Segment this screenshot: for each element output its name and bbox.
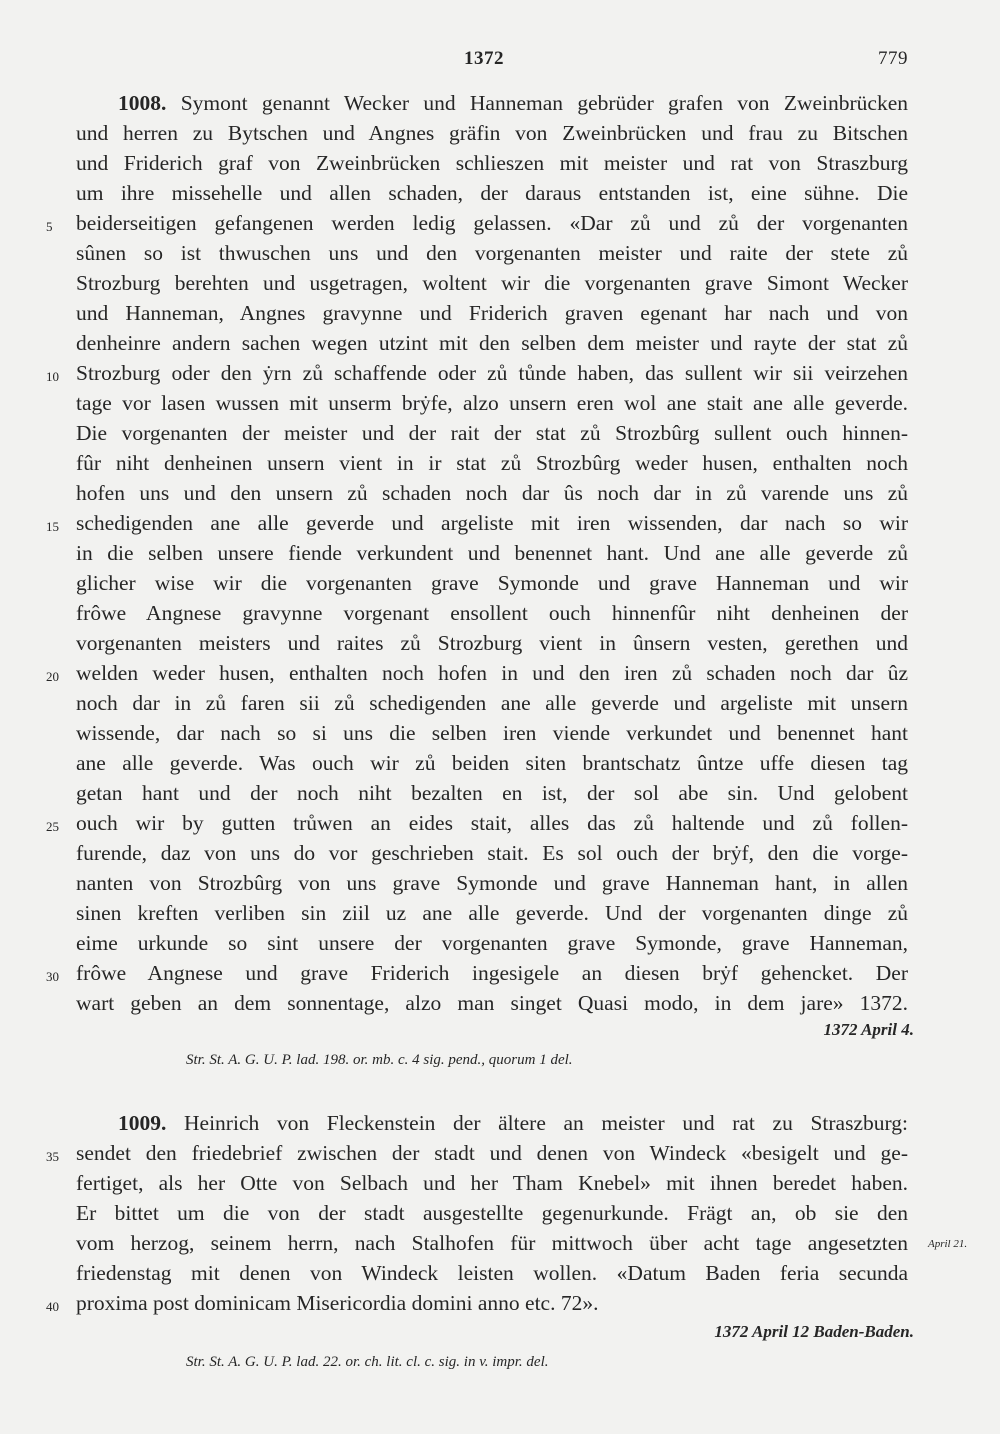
entry-1008-line-25: ouch wir by gutten trůwen an eides stait, alles das zů haltende und zů follen- (76, 811, 908, 835)
line-number-40: 40 (46, 1299, 59, 1314)
entry-1008-line-2: und herren zu Bytschen und Angnes gräfin von Zweinbrücken und frau zu Bitschen (76, 121, 908, 145)
entry-1008-line-10: Strozburg oder den ẏrn zů schaffende oder zů tůnde haben, das sullent wir sii veirzehen (76, 361, 908, 385)
entry-1008-line-4: um ihre missehelle und allen schaden, der daraus entstanden ist, eine sühne. Die (76, 181, 908, 205)
entry-1008-line-3: und Friderich graf von Zweinbrücken schlieszen mit meister und rat von Straszburg (76, 151, 908, 175)
entry-1009-line-3: fertiget, als her Otte von Selbach und her Tham Knebel» mit ihnen beredet haben. (76, 1171, 908, 1195)
page-number: 779 (878, 48, 908, 69)
entry-1008-line-9: denheinre andern sachen wegen utzint mit den selben dem meister und rayte der stat zů (76, 331, 908, 355)
line-number-25: 25 (46, 819, 59, 834)
running-head-year: 1372 (464, 48, 504, 69)
line-number-35: 35 (46, 1149, 59, 1164)
entry-1008-source: Str. St. A. G. U. P. lad. 198. or. mb. c. 4 sig. pend., quorum 1 del. (186, 1052, 573, 1068)
entry-1008-line-26: furende, daz von uns do vor geschrieben stait. Es sol ouch der brẏf, den die vorge- (76, 841, 908, 865)
entry-1008-line-19: vorgenanten meisters und raites zů Strozburg vient in ûnsern vesten, gerethen und (76, 631, 908, 655)
entry-1008-line-23: ane alle geverde. Was ouch wir zů beiden siten brantschatz ûntze uffe diesen tag (76, 751, 908, 775)
entry-1008-line-1: 1008. Symont genannt Wecker und Hanneman gebrüder grafen von Zweinbrücken (118, 91, 909, 115)
line-number-15: 15 (46, 519, 59, 534)
entry-1008-line-24: getan hant und der noch niht bezalten en ist, der sol abe sin. Und gelobent (76, 781, 908, 805)
entry-1008-line-22: wissende, dar nach so si uns die selben iren viende verkundet und benennet hant (76, 721, 908, 745)
entry-1009-number: 1009. (118, 1111, 167, 1135)
entry-1009-line-7: proxima post dominicam Misericordia domini anno etc. 72». (76, 1291, 599, 1315)
entry-1008-line-27: nanten von Strozbûrg von uns grave Symonde und grave Hanneman hant, in allen (76, 871, 908, 895)
entry-1008-line-8: und Hanneman, Angnes gravynne und Friderich graven egenant har nach und von (76, 301, 908, 325)
margin-date-note: April 21. (928, 1238, 968, 1250)
entry-1009-line-6: friedenstag mit denen von Windeck leisten wollen. «Datum Baden feria secunda (76, 1261, 908, 1285)
entry-1008-line-15: schedigenden ane alle geverde und argeliste mit iren wissenden, dar nach so wir (76, 511, 908, 535)
entry-1009-line-1: 1009. Heinrich von Fleckenstein der ältere an meister und rat zu Straszburg: (118, 1111, 909, 1135)
line-number-30: 30 (46, 969, 59, 984)
entry-1008-line-12: Die vorgenanten der meister und der rait der stat zů Strozbûrg sullent ouch hinnen- (76, 421, 908, 445)
line-number-20: 20 (46, 669, 59, 684)
entry-1009-line-5: vom herzog, seinem herrn, nach Stalhofen für mittwoch über acht tage angesetzten (76, 1231, 908, 1255)
line-number-10: 10 (46, 369, 59, 384)
entry-1008-line-6: sûnen so ist thwuschen uns und den vorgenanten meister und raite der stete zů (76, 241, 908, 265)
entry-1008-line-21: noch dar in zů faren sii zů schedigenden ane alle geverde und argeliste mit unsern (76, 691, 908, 715)
entry-1008-line-28: sinen kreften verliben sin ziil uz ane alle geverde. Und der vorgenanten dinge zů (76, 901, 908, 925)
entry-1008-line-17: glicher wise wir die vorgenanten grave Symonde und grave Hanneman und wir (76, 571, 908, 595)
entry-1009-source: Str. St. A. G. U. P. lad. 22. or. ch. lit. cl. c. sig. in v. impr. del. (186, 1354, 549, 1370)
entry-1008-line-13: fûr niht denheinen unsern vient in ir stat zů Strozbûrg weder husen, enthalten noch (76, 451, 908, 475)
entry-1008-line-11: tage vor lasen wussen mit unserm brẏfe, alzo unsern eren wol ane stait ane alle geverde. (76, 391, 908, 415)
entry-1008-line-29: eime urkunde so sint unsere der vorgenanten grave Symonde, grave Hanneman, (76, 931, 908, 955)
entry-1009-date: 1372 April 12 Baden-Baden. (714, 1322, 914, 1341)
entry-1009-line-4: Er bittet um die von der stadt ausgestellte gegenurkunde. Frägt an, ob sie den (76, 1201, 908, 1225)
entry-1008-line-18: frôwe Angnese gravynne vorgenant ensollent ouch hinnenfûr niht denheinen der (76, 601, 908, 625)
entry-1008-line-14: hofen uns und den unsern zů schaden noch dar ûs noch dar in zů varende uns zů (76, 481, 908, 505)
entry-1008-line-5: beiderseitigen gefangenen werden ledig gelassen. «Dar zů und zů der vorgenanten (76, 211, 908, 235)
entry-1008-number: 1008. (118, 91, 167, 115)
entry-1008-date: 1372 April 4. (823, 1020, 914, 1039)
entry-1008-line-20: welden weder husen, enthalten noch hofen in und den iren zů schaden noch dar ûz (76, 661, 908, 685)
entry-1008-line-30: frôwe Angnese und grave Friderich ingesigele an diesen brẏf gehencket. Der (76, 961, 908, 985)
line-number-5: 5 (46, 219, 53, 234)
entry-1008-line-16: in die selben unsere fiende verkundent und benennet hant. Und ane alle geverde zů (76, 541, 908, 565)
entry-1008-line-7: Strozburg berehten und usgetragen, woltent wir die vorgenanten grave Simont Wecker (76, 271, 908, 295)
entry-1008-line-31: wart geben an dem sonnentage, alzo man singet Quasi modo, in dem jare» 1372. (76, 991, 908, 1015)
entry-1009-line-2: sendet den friedebrief zwischen der stadt und denen von Windeck «besigelt und ge- (76, 1141, 908, 1165)
